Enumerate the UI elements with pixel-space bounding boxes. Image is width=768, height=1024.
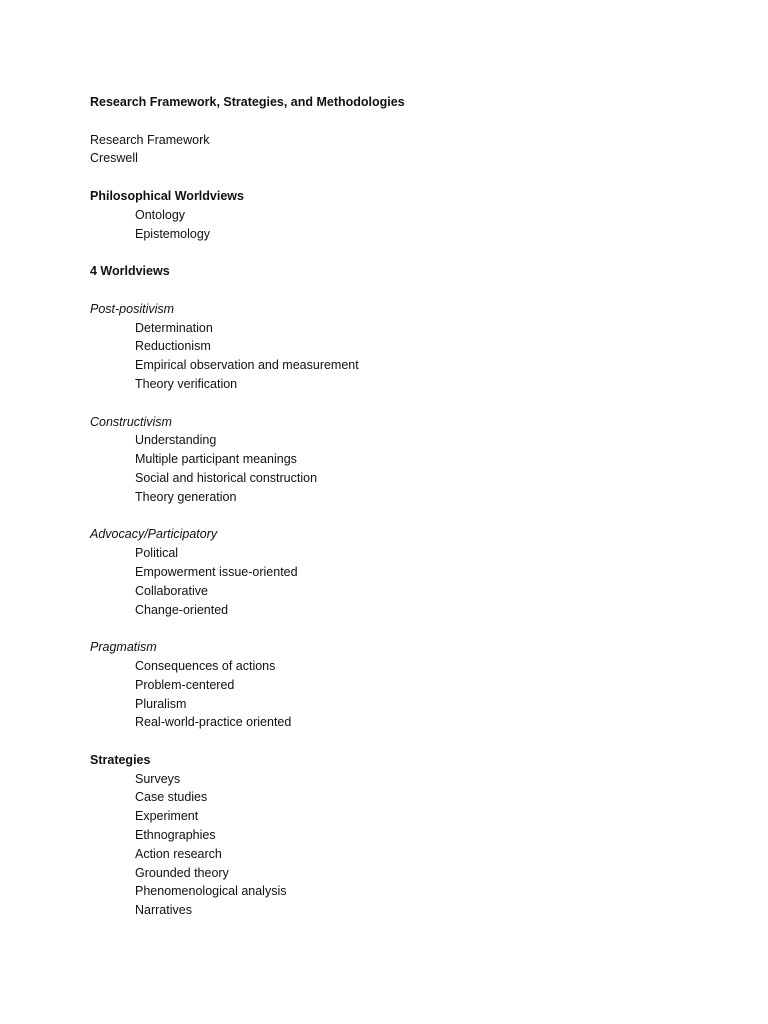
pragmatism-item: Problem-centered xyxy=(135,677,235,692)
blank-line xyxy=(90,507,690,526)
advocacy-item: Political xyxy=(135,546,179,561)
postpositivism-heading: Post-positivism xyxy=(90,301,175,316)
strategies-item: Case studies xyxy=(135,790,208,805)
framework-author: Creswell xyxy=(90,151,138,166)
strategies-item: Narratives xyxy=(135,903,192,918)
pragmatism-item: Pluralism xyxy=(135,696,187,711)
strategies-item: Phenomenological analysis xyxy=(135,884,287,899)
blank-line xyxy=(90,619,690,638)
constructivism-item: Theory generation xyxy=(135,489,237,504)
postpositivism-item: Determination xyxy=(135,320,213,335)
strategies-item: Grounded theory xyxy=(135,865,229,880)
worldviews-heading: 4 Worldviews xyxy=(90,264,170,279)
document-title: Research Framework, Strategies, and Methodologies xyxy=(90,95,405,109)
blank-line xyxy=(90,112,690,131)
strategies-item: Experiment xyxy=(135,809,199,824)
blank-line xyxy=(90,732,690,751)
postpositivism-item: Empirical observation and measurement xyxy=(135,358,359,373)
pragmatism-item: Real-world-practice oriented xyxy=(135,715,292,730)
pragmatism-item: Consequences of actions xyxy=(135,658,276,673)
philosophical-item: Epistemology xyxy=(135,226,211,241)
strategies-item: Ethnographies xyxy=(135,828,216,843)
blank-line xyxy=(90,168,690,187)
strategies-item: Action research xyxy=(135,846,222,861)
constructivism-item: Multiple participant meanings xyxy=(135,452,297,467)
pragmatism-heading: Pragmatism xyxy=(90,640,157,655)
advocacy-item: Empowerment issue-oriented xyxy=(135,564,298,579)
postpositivism-item: Reductionism xyxy=(135,339,211,354)
strategies-heading: Strategies xyxy=(90,752,151,767)
blank-line xyxy=(90,394,690,413)
blank-line xyxy=(90,243,690,262)
document-page xyxy=(90,93,690,920)
advocacy-item: Collaborative xyxy=(135,583,208,598)
advocacy-heading: Advocacy/Participatory xyxy=(90,527,218,542)
constructivism-item: Social and historical construction xyxy=(135,470,318,485)
strategies-item: Surveys xyxy=(135,771,181,786)
philosophical-heading: Philosophical Worldviews xyxy=(90,188,244,203)
blank-line xyxy=(90,281,690,300)
postpositivism-item: Theory verification xyxy=(135,376,238,391)
constructivism-heading: Constructivism xyxy=(90,414,172,429)
framework-heading: Research Framework xyxy=(90,132,210,147)
advocacy-item: Change-oriented xyxy=(135,602,229,617)
philosophical-item: Ontology xyxy=(135,207,186,222)
constructivism-item: Understanding xyxy=(135,433,217,448)
